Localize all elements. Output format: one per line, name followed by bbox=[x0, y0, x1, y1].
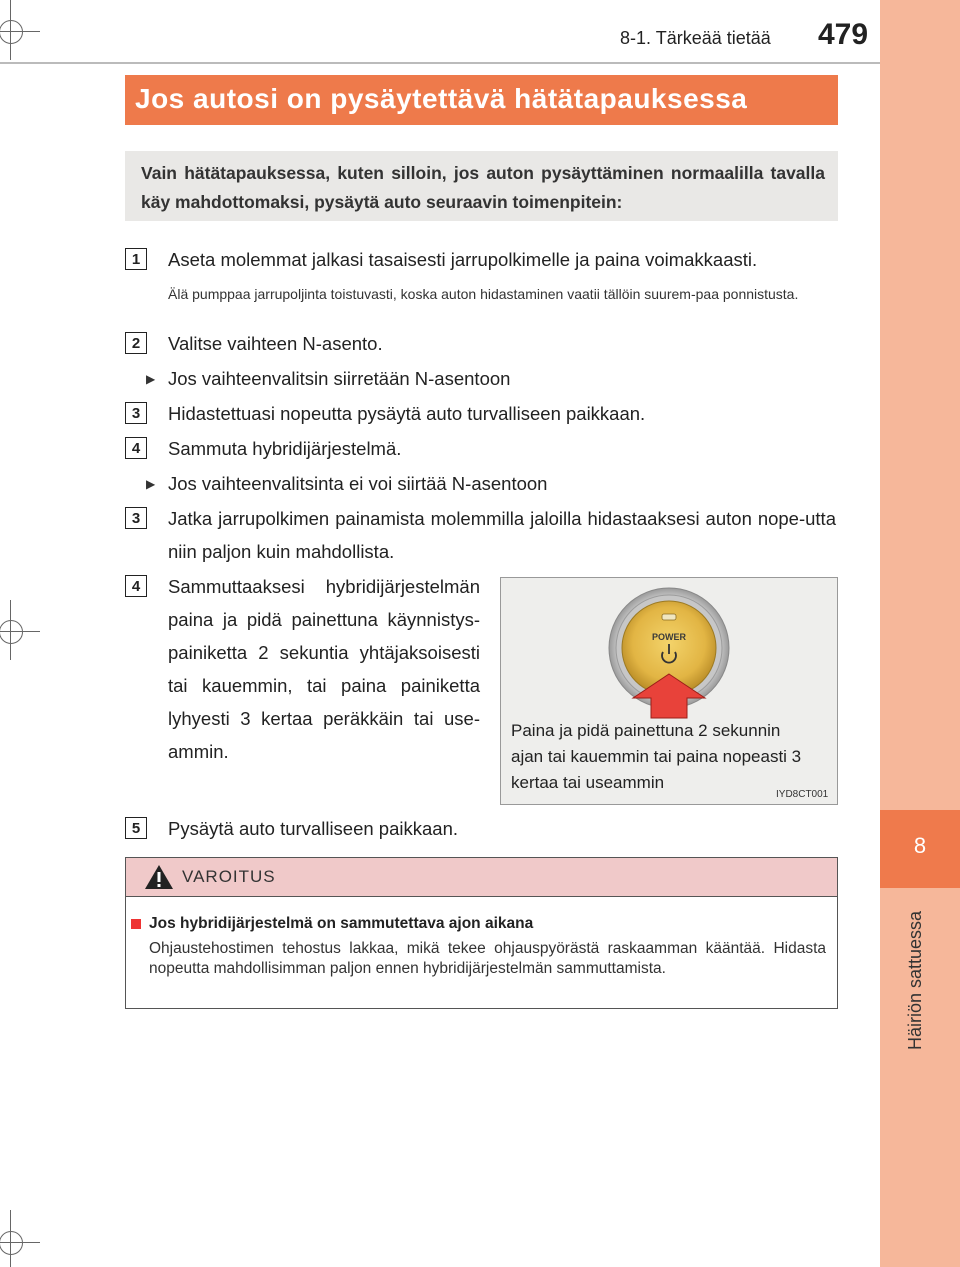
step-text: Sammuttaaksesi hybridijärjestelmän paina ja pidä painettuna käynnistys-painiketta 2 sekuntia yhtäjaksoisesti tai kauemmin, tai paina painiketta lyhyesti 3 kertaa peräkkäin tai use-ammin. bbox=[168, 576, 480, 762]
step-number: 3 bbox=[125, 402, 147, 424]
warning-triangle-icon bbox=[144, 864, 174, 890]
power-button-label: POWER bbox=[651, 632, 687, 642]
step-text: Jatka jarrupolkimen painamista molemmilla jaloilla hidastaaksesi auton nope-utta niin paljon kuin mahdollista. bbox=[168, 508, 836, 562]
step-number: 4 bbox=[125, 575, 147, 597]
intro-text: Vain hätätapauksessa, kuten silloin, jos auton pysäyttäminen normaalilla tavalla käy mahdottomaksi, pysäytä auto seuraavin toimenpitein: bbox=[141, 163, 825, 212]
chapter-label: Häiriön sattuessa bbox=[905, 910, 925, 1050]
warning-heading: VAROITUS bbox=[182, 867, 276, 886]
step-text: Aseta molemmat jalkasi tasaisesti jarrupolkimelle ja paina voimakkaasti. bbox=[168, 249, 758, 270]
subheading: Jos vaihteenvalitsin siirretään N-asentoon bbox=[168, 368, 511, 389]
step-text: Sammuta hybridijärjestelmä. bbox=[168, 438, 402, 459]
page-title: Jos autosi on pysäytettävä hätätapauksessa bbox=[135, 83, 748, 114]
triangle-bullet-icon: ▶ bbox=[146, 372, 156, 386]
chapter-side-tab bbox=[880, 0, 960, 1267]
intro-box bbox=[125, 151, 838, 221]
section-title: 8-1. Tärkeää tietää bbox=[620, 28, 771, 48]
warning-item-body: Ohjaustehostimen tehostus lakkaa, mikä tekee ohjauspyörästä raskaamman kääntää. Hidasta nopeutta mahdollisimman paljon ennen hybridijärjestelmän sammuttamista. bbox=[149, 940, 826, 977]
step-number: 3 bbox=[125, 507, 147, 529]
page-number: 479 bbox=[818, 18, 869, 51]
step-number: 5 bbox=[125, 817, 147, 839]
red-square-bullet-icon bbox=[131, 919, 141, 929]
illustration-caption: Paina ja pidä painettuna 2 sekunnin ajan tai kauemmin tai paina nopeasti 3 kertaa tai useammin bbox=[511, 721, 802, 792]
step-text: Valitse vaihteen N-asento. bbox=[168, 333, 383, 354]
step-text: Pysäytä auto turvalliseen paikkaan. bbox=[168, 818, 459, 839]
step-number: 2 bbox=[125, 332, 147, 354]
illustration-code: IYD8CT001 bbox=[776, 789, 829, 800]
chapter-number: 8 bbox=[913, 833, 927, 858]
step-number: 4 bbox=[125, 437, 147, 459]
header-rule bbox=[0, 62, 880, 64]
triangle-bullet-icon: ▶ bbox=[146, 477, 156, 491]
step-text: Hidastettuasi nopeutta pysäytä auto turvalliseen paikkaan. bbox=[168, 403, 646, 424]
step-number: 1 bbox=[125, 248, 147, 270]
page-title-bar bbox=[125, 75, 838, 125]
subheading: Jos vaihteenvalitsinta ei voi siirtää N-asentoon bbox=[168, 473, 548, 494]
step-note: Älä pumppaa jarrupoljinta toistuvasti, koska auton hidastaminen vaatii tällöin suurem-paa ponnistusta. bbox=[168, 286, 799, 302]
warning-item-title: Jos hybridijärjestelmä on sammutettava ajon aikana bbox=[149, 915, 534, 932]
